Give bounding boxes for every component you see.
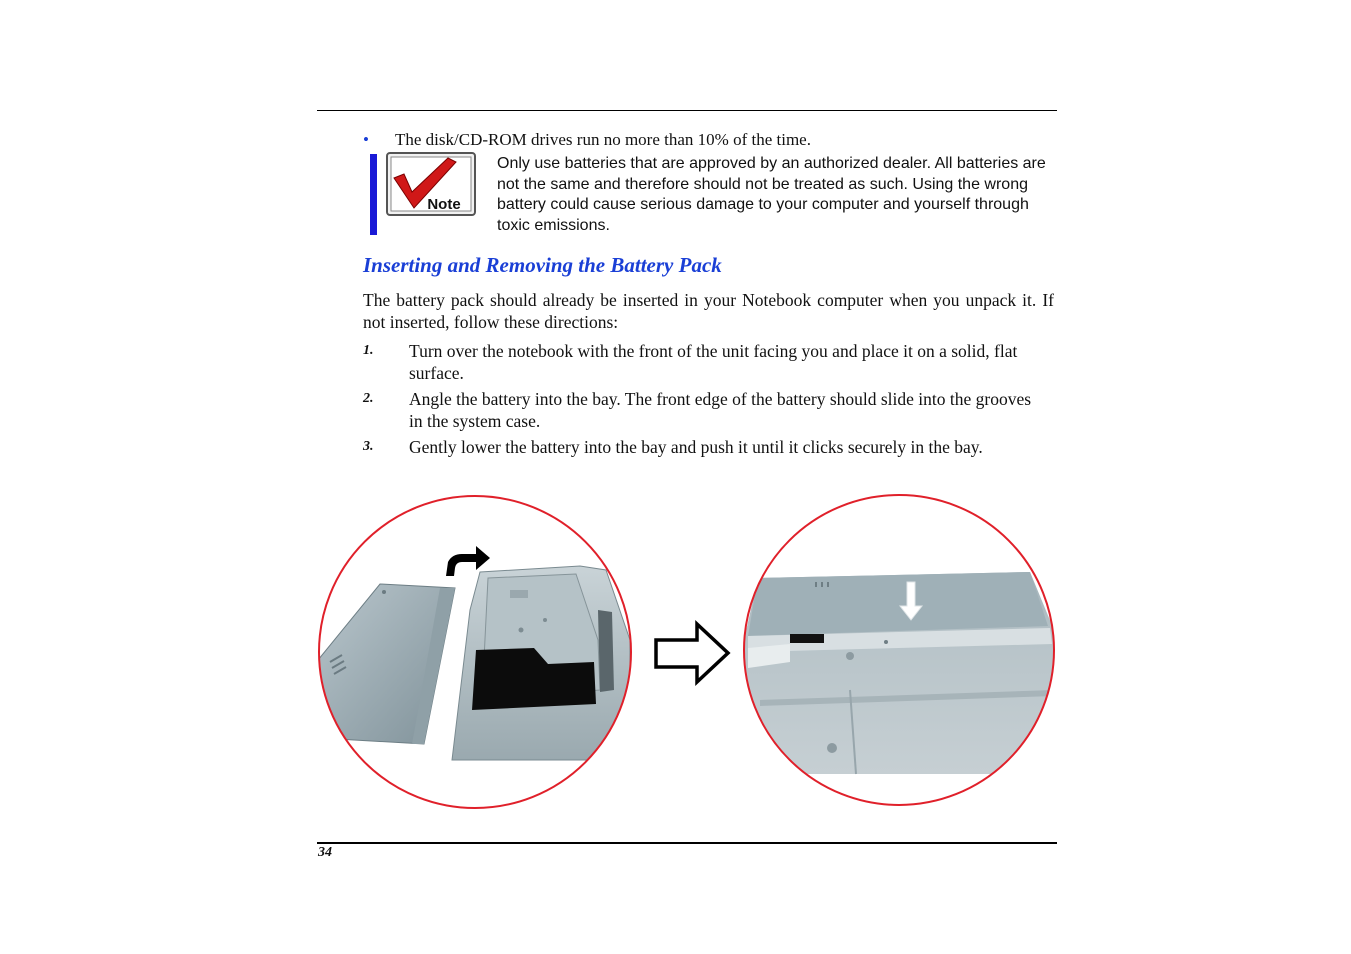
- step-text: Gently lower the battery into the bay and push it until it clicks securely in the bay.: [409, 437, 983, 457]
- step-text: Turn over the notebook with the front of the unit facing you and place it on a solid, flat surface.: [409, 341, 1018, 383]
- step-number: 3.: [363, 439, 374, 454]
- footer-rule: [317, 842, 1057, 844]
- bullet-dot: •: [363, 130, 369, 149]
- header-rule: [317, 110, 1057, 111]
- section-heading: Inserting and Removing the Battery Pack: [363, 253, 722, 277]
- note-check-icon: [386, 152, 476, 216]
- note-icon-label: Note: [427, 196, 461, 213]
- list-item: [363, 436, 1063, 458]
- step-number: 1.: [363, 343, 374, 358]
- page-number: 34: [318, 845, 332, 860]
- note-sidebar-bar: [370, 154, 377, 235]
- step-text: Angle the battery into the bay. The front edge of the battery should slide into the grooves in the system case.: [409, 389, 1032, 431]
- steps-list: [363, 340, 1063, 462]
- note-text: Only use batteries that are approved by an authorized dealer. All batteries are not the same and therefore should not be treated as such. Using the wrong battery could cause serious damage to your computer and yourself through toxic emissions.: [497, 155, 1046, 234]
- list-item: [363, 340, 1063, 384]
- list-item: [363, 388, 1063, 432]
- section-intro: The battery pack should already be inserted in your Notebook computer when you unpack it. If not inserted, follow these directions:: [363, 290, 1054, 332]
- step-number: 2.: [363, 391, 374, 406]
- bullet-text: The disk/CD-ROM drives run no more than 10% of the time.: [395, 130, 811, 149]
